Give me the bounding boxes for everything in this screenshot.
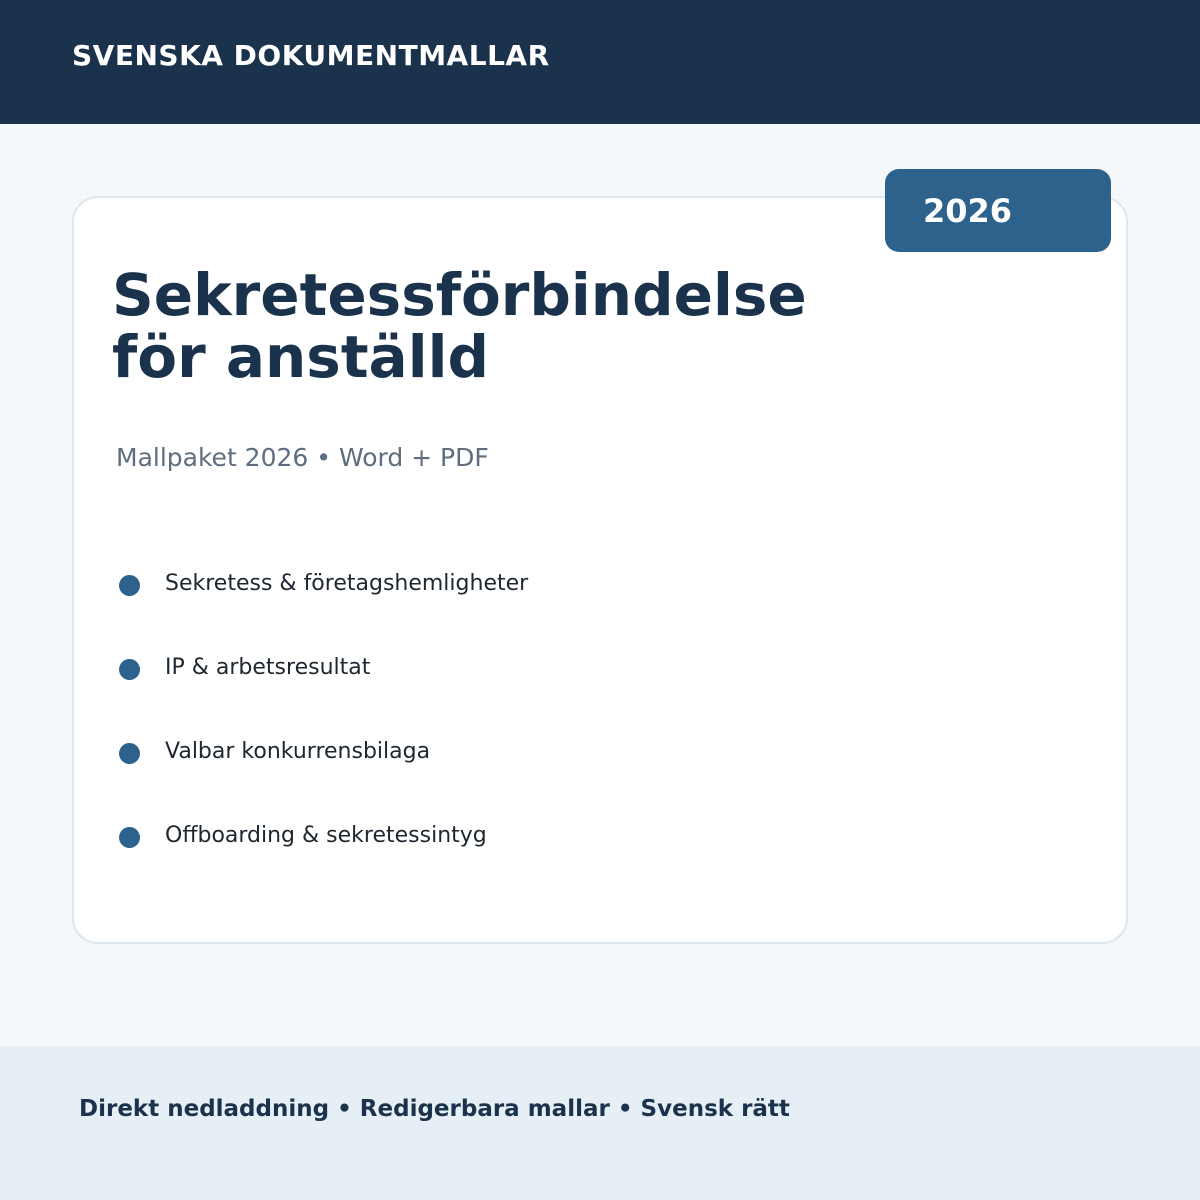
product-title [112, 261, 807, 391]
year-badge [885, 169, 1111, 252]
feature-item [119, 569, 819, 601]
header-bar [0, 0, 1200, 124]
bullet-icon [119, 827, 140, 848]
product-subtitle: Mallpaket 2026 • Word + PDF [116, 443, 489, 472]
feature-label: Offboarding & sekretessintyg [165, 823, 487, 848]
feature-label: Valbar konkurrensbilaga [165, 739, 431, 764]
product-title-line-2: för anställd [112, 323, 489, 391]
footer-bar [0, 1046, 1200, 1200]
feature-item [119, 737, 819, 769]
brand-name: SVENSKA DOKUMENTMALLAR [72, 39, 550, 72]
feature-item [119, 821, 819, 853]
feature-label: Sekretess & företagshemligheter [165, 571, 529, 596]
product-title-line-1: Sekretessförbindelse [112, 261, 807, 329]
footer-tagline: Direkt nedladdning • Redigerbara mallar • Svensk rätt [79, 1096, 790, 1122]
feature-item [119, 653, 819, 685]
feature-label: IP & arbetsresultat [165, 655, 371, 680]
bullet-icon [119, 743, 140, 764]
year-badge-label: 2026 [923, 192, 1013, 230]
bullet-icon [119, 575, 140, 596]
bullet-icon [119, 659, 140, 680]
